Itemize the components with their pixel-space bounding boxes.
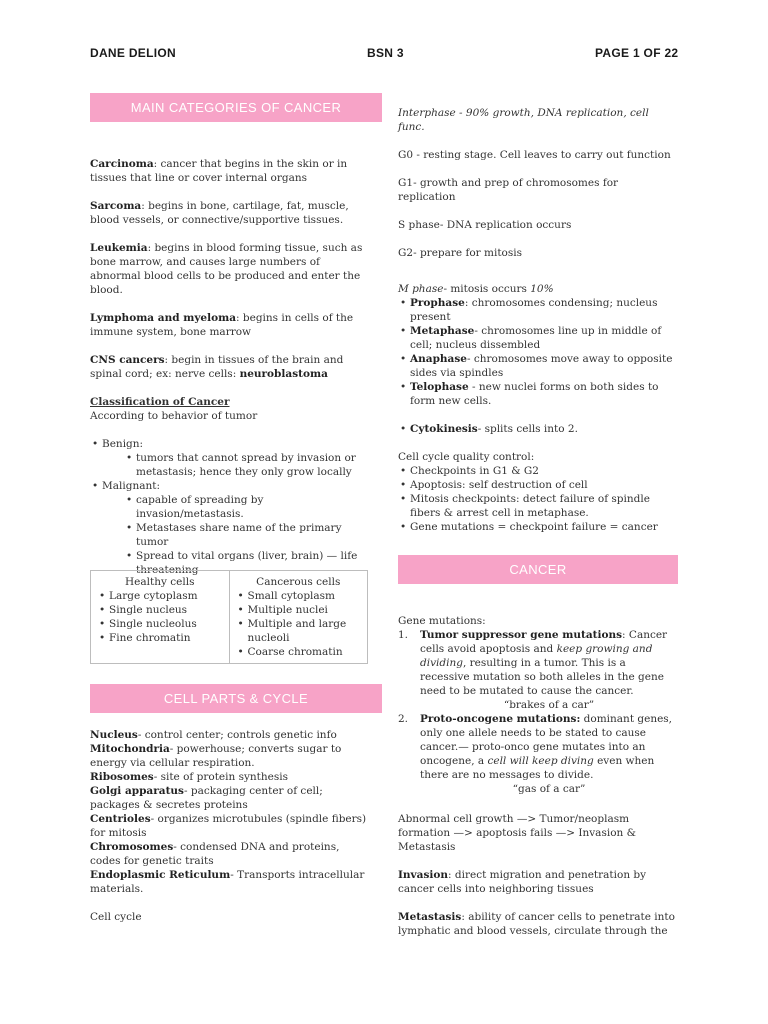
mutation-item-2: 2. Proto-oncogene mutations: dominant genes, only one allele needs to be stated to cause cancer.— proto-onco gene mutates into an oncogene, a cell will keep diving even when there are no messages to divide. “gas of a car” — [398, 712, 678, 796]
sarcoma-entry: Sarcoma: begins in bone, cartilage, fat, muscle, blood vessels, or connective/supportive tissues. — [90, 200, 349, 226]
cytokinesis-list — [398, 422, 678, 436]
g1-line: G1- growth and prep of chromosomes for replication — [398, 177, 619, 203]
g0-line: G0 - resting stage. Cell leaves to carry out function — [398, 149, 671, 161]
tumor-behavior-list — [90, 437, 372, 577]
invasion-entry: Invasion: direct migration and penetration by cancer cells into neighboring tissues — [398, 869, 647, 895]
malignant-detail: • capable of spreading by invasion/metastasis. — [136, 493, 372, 521]
mitosis-phase: • Telophase - new nuclei forms on both sides to form new cells. — [410, 380, 678, 408]
s-phase-line: S phase- DNA replication occurs — [398, 219, 572, 231]
cell-part-entry: Ribosomes- site of protein synthesis — [90, 771, 289, 783]
gas-quote: “gas of a car” — [512, 783, 586, 795]
healthy-cells-cell — [91, 571, 230, 664]
brakes-quote: “brakes of a car” — [503, 699, 595, 711]
benign-detail: • tumors that cannot spread by invasion or metastasis; hence they only grow locally — [136, 451, 372, 479]
cancer-trait: • Multiple and large nucleoli — [248, 617, 362, 645]
classification-title: Classification of Cancer — [90, 396, 230, 408]
healthy-vs-cancer-table — [90, 570, 368, 664]
metastasis-entry: Metastasis: ability of cancer cells to penetrate into lymphatic and blood vessels, circulate through the — [398, 911, 675, 937]
quality-control-item: • Apoptosis: self destruction of cell — [410, 478, 678, 492]
cell-part-entry: Mitochondria- powerhouse; converts sugar to energy via cellular respiration. — [90, 743, 342, 769]
quality-control-list — [398, 464, 678, 534]
cns-entry: CNS cancers: begin in tissues of the brain and spinal cord; ex: nerve cells: neuroblastoma — [90, 354, 344, 380]
healthy-trait: • Single nucleolus — [109, 617, 223, 631]
malignant-detail: • Spread to vital organs (liver, brain) — life threatening — [136, 549, 372, 577]
author-name: DANE DELION — [90, 46, 176, 60]
mitosis-phase: • Prophase: chromosomes condensing; nucleus present — [410, 296, 678, 324]
m-phase-line: M phase- mitosis occurs 10% — [398, 283, 554, 295]
mutation-item-1: 1. Tumor suppressor gene mutations: Cancer cells avoid apoptosis and keep growing and dividing, resulting in a tumor. This is a recessive mutation so both alleles in the gene need to be mutated to cause the cancer. “brakes of a car” — [398, 628, 678, 712]
malignant-item: • Malignant: • capable of spreading by invasion/metastasis. • Metastases share name of the primary tumor • Spread to vital organs (liver, brain) — life threatening — [102, 479, 372, 577]
cancerous-cells-cell — [229, 571, 368, 664]
quality-control-item: • Gene mutations = checkpoint failure = cancer — [410, 520, 678, 534]
section-band-cancer: CANCER — [398, 555, 678, 584]
cell-part-entry: Golgi apparatus- packaging center of cell; packages & secretes proteins — [90, 785, 323, 811]
cancer-trait: • Coarse chromatin — [248, 645, 362, 659]
quality-control-item: • Checkpoints in G1 & G2 — [410, 464, 678, 478]
g2-line: G2- prepare for mitosis — [398, 247, 523, 259]
mitosis-phases-list — [398, 296, 678, 408]
mitosis-phase: • Anaphase- chromosomes move away to opposite sides via spindles — [410, 352, 678, 380]
gene-mutations-title: Gene mutations: — [398, 615, 486, 627]
section-band-cell-parts: CELL PARTS & CYCLE — [90, 684, 382, 713]
benign-item: • Benign: • tumors that cannot spread by invasion or metastasis; hence they only grow locally — [102, 437, 372, 479]
healthy-trait: • Large cytoplasm — [109, 589, 223, 603]
section-band-main-categories: MAIN CATEGORIES OF CANCER — [90, 93, 382, 122]
cell-part-entry: Centrioles- organizes microtubules (spindle fibers) for mitosis — [90, 813, 367, 839]
page-indicator: PAGE 1 OF 22 — [595, 46, 679, 60]
healthy-cells-header: Healthy cells — [125, 576, 195, 588]
cell-cycle-notes — [398, 106, 678, 534]
cell-part-entry: Nucleus- control center; controls genetic info — [90, 729, 337, 741]
carcinoma-entry: Carcinoma: cancer that begins in the skin or in tissues that line or cover internal organs — [90, 158, 348, 184]
cell-parts-list — [90, 728, 372, 924]
cancer-trait: • Multiple nuclei — [248, 603, 362, 617]
cell-cycle-label: Cell cycle — [90, 911, 142, 923]
quality-control-item: • Mitosis checkpoints: detect failure of spindle fibers & arrest cell in metaphase. — [410, 492, 678, 520]
cell-part-entry: Chromosomes- condensed DNA and proteins, codes for genetic traits — [90, 841, 340, 867]
cell-part-entry: Endoplasmic Reticulum- Transports intracellular materials. — [90, 869, 365, 895]
cytokinesis-item: • Cytokinesis- splits cells into 2. — [410, 422, 678, 436]
course-label: BSN 3 — [367, 46, 404, 60]
healthy-trait: • Single nucleus — [109, 603, 223, 617]
leukemia-entry: Leukemia: begins in blood forming tissue, such as bone marrow, and causes large numbers of abnormal blood cells to be produced and enter the blood. — [90, 242, 363, 296]
quality-control-title: Cell cycle quality control: — [398, 451, 535, 463]
abnormal-growth-flow: Abnormal cell growth —> Tumor/neoplasm formation —> apoptosis fails —> Invasion & Metastasis — [398, 813, 636, 853]
interphase-line: Interphase - 90% growth, DNA replication, cell func. — [398, 107, 649, 133]
cancerous-cells-header: Cancerous cells — [256, 576, 341, 588]
lymphoma-entry: Lymphoma and myeloma: begins in cells of the immune system, bone marrow — [90, 312, 354, 338]
healthy-trait: • Fine chromatin — [109, 631, 223, 645]
malignant-detail: • Metastases share name of the primary tumor — [136, 521, 372, 549]
mitosis-phase: • Metaphase- chromosomes line up in middle of cell; nucleus dissembled — [410, 324, 678, 352]
cancer-categories — [90, 157, 372, 577]
cancer-trait: • Small cytoplasm — [248, 589, 362, 603]
classification-subtitle: According to behavior of tumor — [90, 410, 258, 422]
cancer-notes — [398, 614, 678, 938]
